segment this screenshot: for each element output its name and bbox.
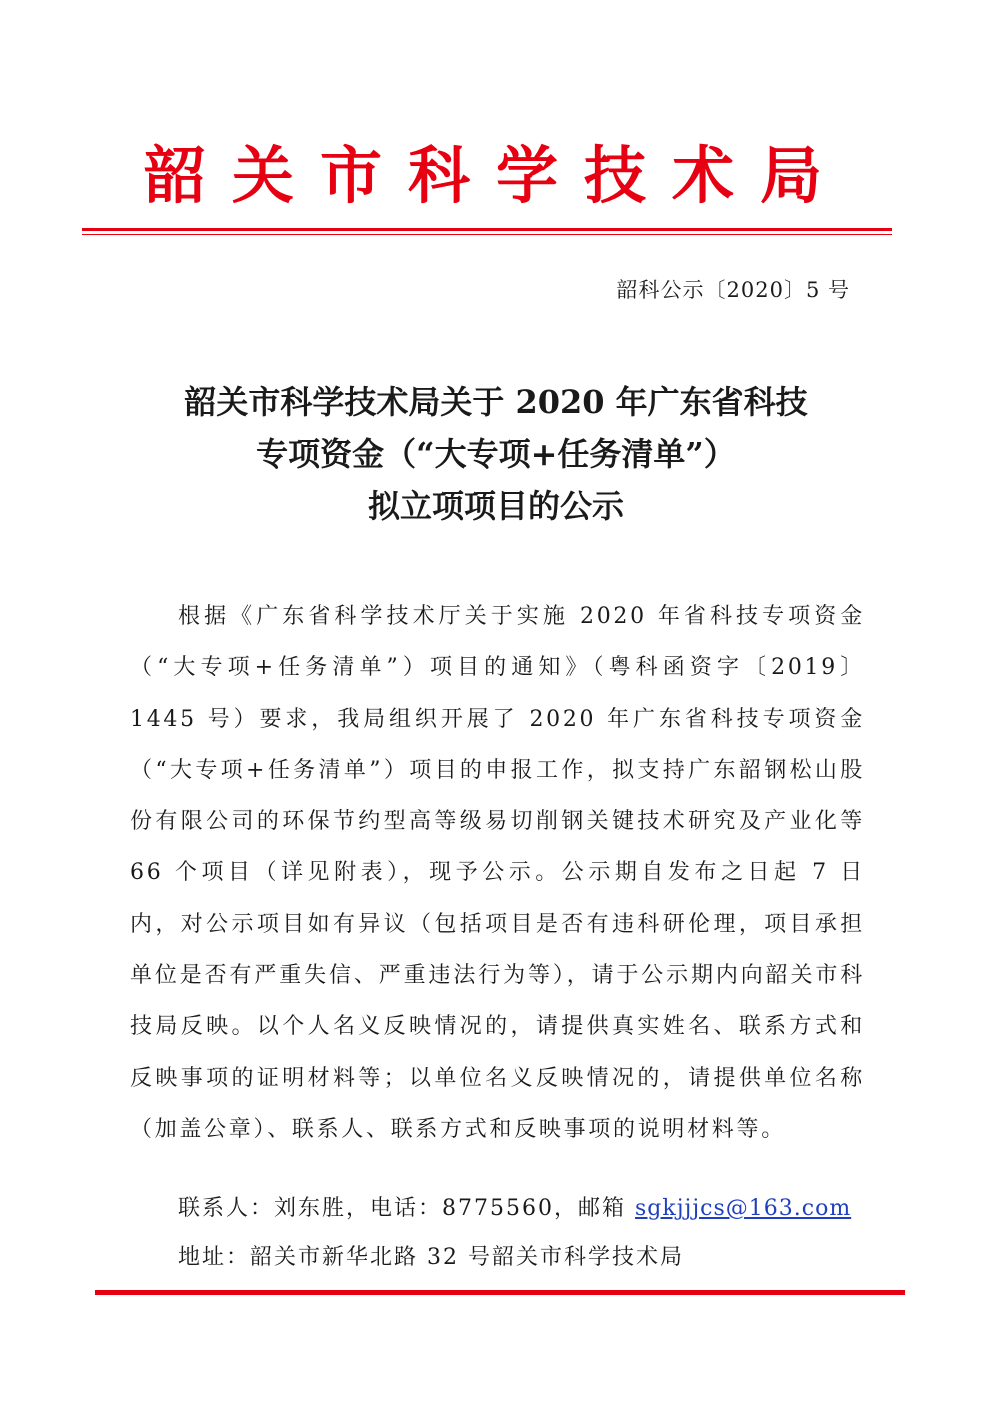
letterhead-divider [82,228,892,231]
document-title [82,376,910,532]
letterhead-divider-thin [82,234,892,235]
contact-text: 联系人：刘东胜，电话：8775560，邮箱 [178,1196,635,1221]
email-link[interactable]: sgkjjjcs@163.com [634,1196,852,1221]
body-paragraph: 根据《广东省科学技术厅关于实施 2020 年省科技专项资金（“大专项+任务清单”）项目的通知》（粤科函资字〔2019〕1445 号）要求，我局组织开展了 2020 年广东省科技专项资金（“大专项+任务清单”）项目的申报工作，拟支持广东韶钢松山股份有限公司的环保节约型高等级易切削钢关键技术研究及产业化等 66 个项目（详见附表），现予公示。公示期自发布之日起 7 日内，对公示项目如有异议（包括项目是否有违科研伦理，项目承担单位是否有严重失信、严重违法行为等），请于公示期内向韶关市科技局反映。以个人名义反映情况的，请提供真实姓名、联系方式和反映事项的证明材料等；以单位名义反映情况的，请提供单位名称（加盖公章）、联系人、联系方式和反映事项的说明材料等。 [130,604,865,1142]
document-number: 韶科公示〔2020〕5 号 [616,278,850,302]
contact-line [178,1194,851,1224]
address-line: 地址：韶关市新华北路 32 号韶关市科学技术局 [178,1245,684,1270]
title-line: 拟立项项目的公示 [367,487,624,525]
footer-divider [95,1290,905,1295]
letterhead-title: 韶关市科学技术局 [143,139,848,212]
title-line: 韶关市科学技术局关于 2020 年广东省科技 [184,383,808,421]
title-line: 专项资金（“大专项+任务清单”） [256,435,736,473]
